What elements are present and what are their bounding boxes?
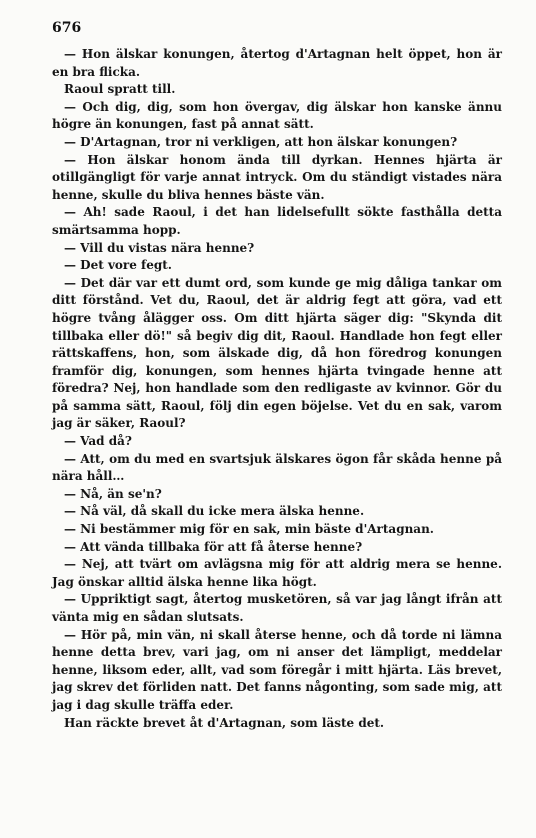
paragraph: — Hör på, min vän, ni skall återse henne, och då torde ni lämna henne detta brev, vari jag, om ni anser det lämpligt, meddelar henne, liksom eder, allt, vad som föregår i mitt hjärta. Läs brevet, jag skrev det förliden natt. Det fanns någonting, som sade mig, att jag i dag skulle träffa eder. bbox=[52, 627, 502, 712]
paragraph: — Nå, än se'n? bbox=[64, 486, 162, 501]
paragraph: — Hon älskar konungen, återtog d'Artagnan helt öppet, hon är en bra flicka. bbox=[52, 47, 502, 79]
page-text bbox=[52, 46, 502, 732]
paragraph: — Det vore fegt. bbox=[64, 258, 172, 273]
paragraph: Raoul spratt till. bbox=[64, 82, 176, 97]
paragraph: Han räckte brevet åt d'Artagnan, som läste det. bbox=[64, 715, 385, 730]
paragraph: — Hon älskar honom ända till dyrkan. Hennes hjärta är otillgängligt för varje annat intryck. Om du ständigt vistades nära henne, skulle du bliva hennes bäste vän. bbox=[52, 152, 502, 202]
paragraph: — Nej, att tvärt om avlägsna mig för att aldrig mera se henne. Jag önskar alltid älska henne lika högt. bbox=[52, 557, 502, 589]
paragraph: — Att, om du med en svartsjuk älskares ögon får skåda henne på nära håll… bbox=[52, 451, 502, 484]
page-number: 676 bbox=[52, 20, 82, 36]
paragraph: — Det där var ett dumt ord, som kunde ge mig dåliga tankar om ditt förstånd. Vet du, Raoul, det är aldrig fegt att göra, vad ett högre tvång ålägger oss. Om ditt hjärta säger dig: "Skynda dit tillbaka eller dö!" så begiv dig dit, Raoul. Handlade hon fegt eller rättskaffens, hon, som älskade dig, då hon föredrog konungen framför dig, konungen, som hennes hjärta tvingade henne att föredra? Nej, hon handlade som den redligaste av kvinnor. Gör du på samma sätt, Raoul, följ din egen böjelse. Vet du en sak, varom jag är säker, Raoul? bbox=[52, 275, 502, 431]
paragraph: — Ni bestämmer mig för en sak, min bäste d'Artagnan. bbox=[64, 522, 434, 537]
paragraph: — Uppriktigt sagt, återtog musketören, så var jag långt ifrån att vänta mig en sådan slutsats. bbox=[52, 592, 502, 624]
paragraph: — Och dig, dig, som hon övergav, dig älskar hon kanske ännu högre än konungen, fast på annat sätt. bbox=[52, 99, 502, 132]
paragraph: — Vad då? bbox=[64, 434, 132, 449]
paragraph: — Att vända tillbaka för att få återse henne? bbox=[64, 539, 363, 554]
paragraph: — D'Artagnan, tror ni verkligen, att hon älskar konungen? bbox=[64, 134, 458, 149]
paragraph: — Ah! sade Raoul, i det han lidelsefullt sökte fasthålla detta smärtsamma hopp. bbox=[52, 205, 502, 237]
paragraph: — Nå väl, då skall du icke mera älska henne. bbox=[64, 504, 365, 519]
paragraph: — Vill du vistas nära henne? bbox=[64, 240, 255, 255]
